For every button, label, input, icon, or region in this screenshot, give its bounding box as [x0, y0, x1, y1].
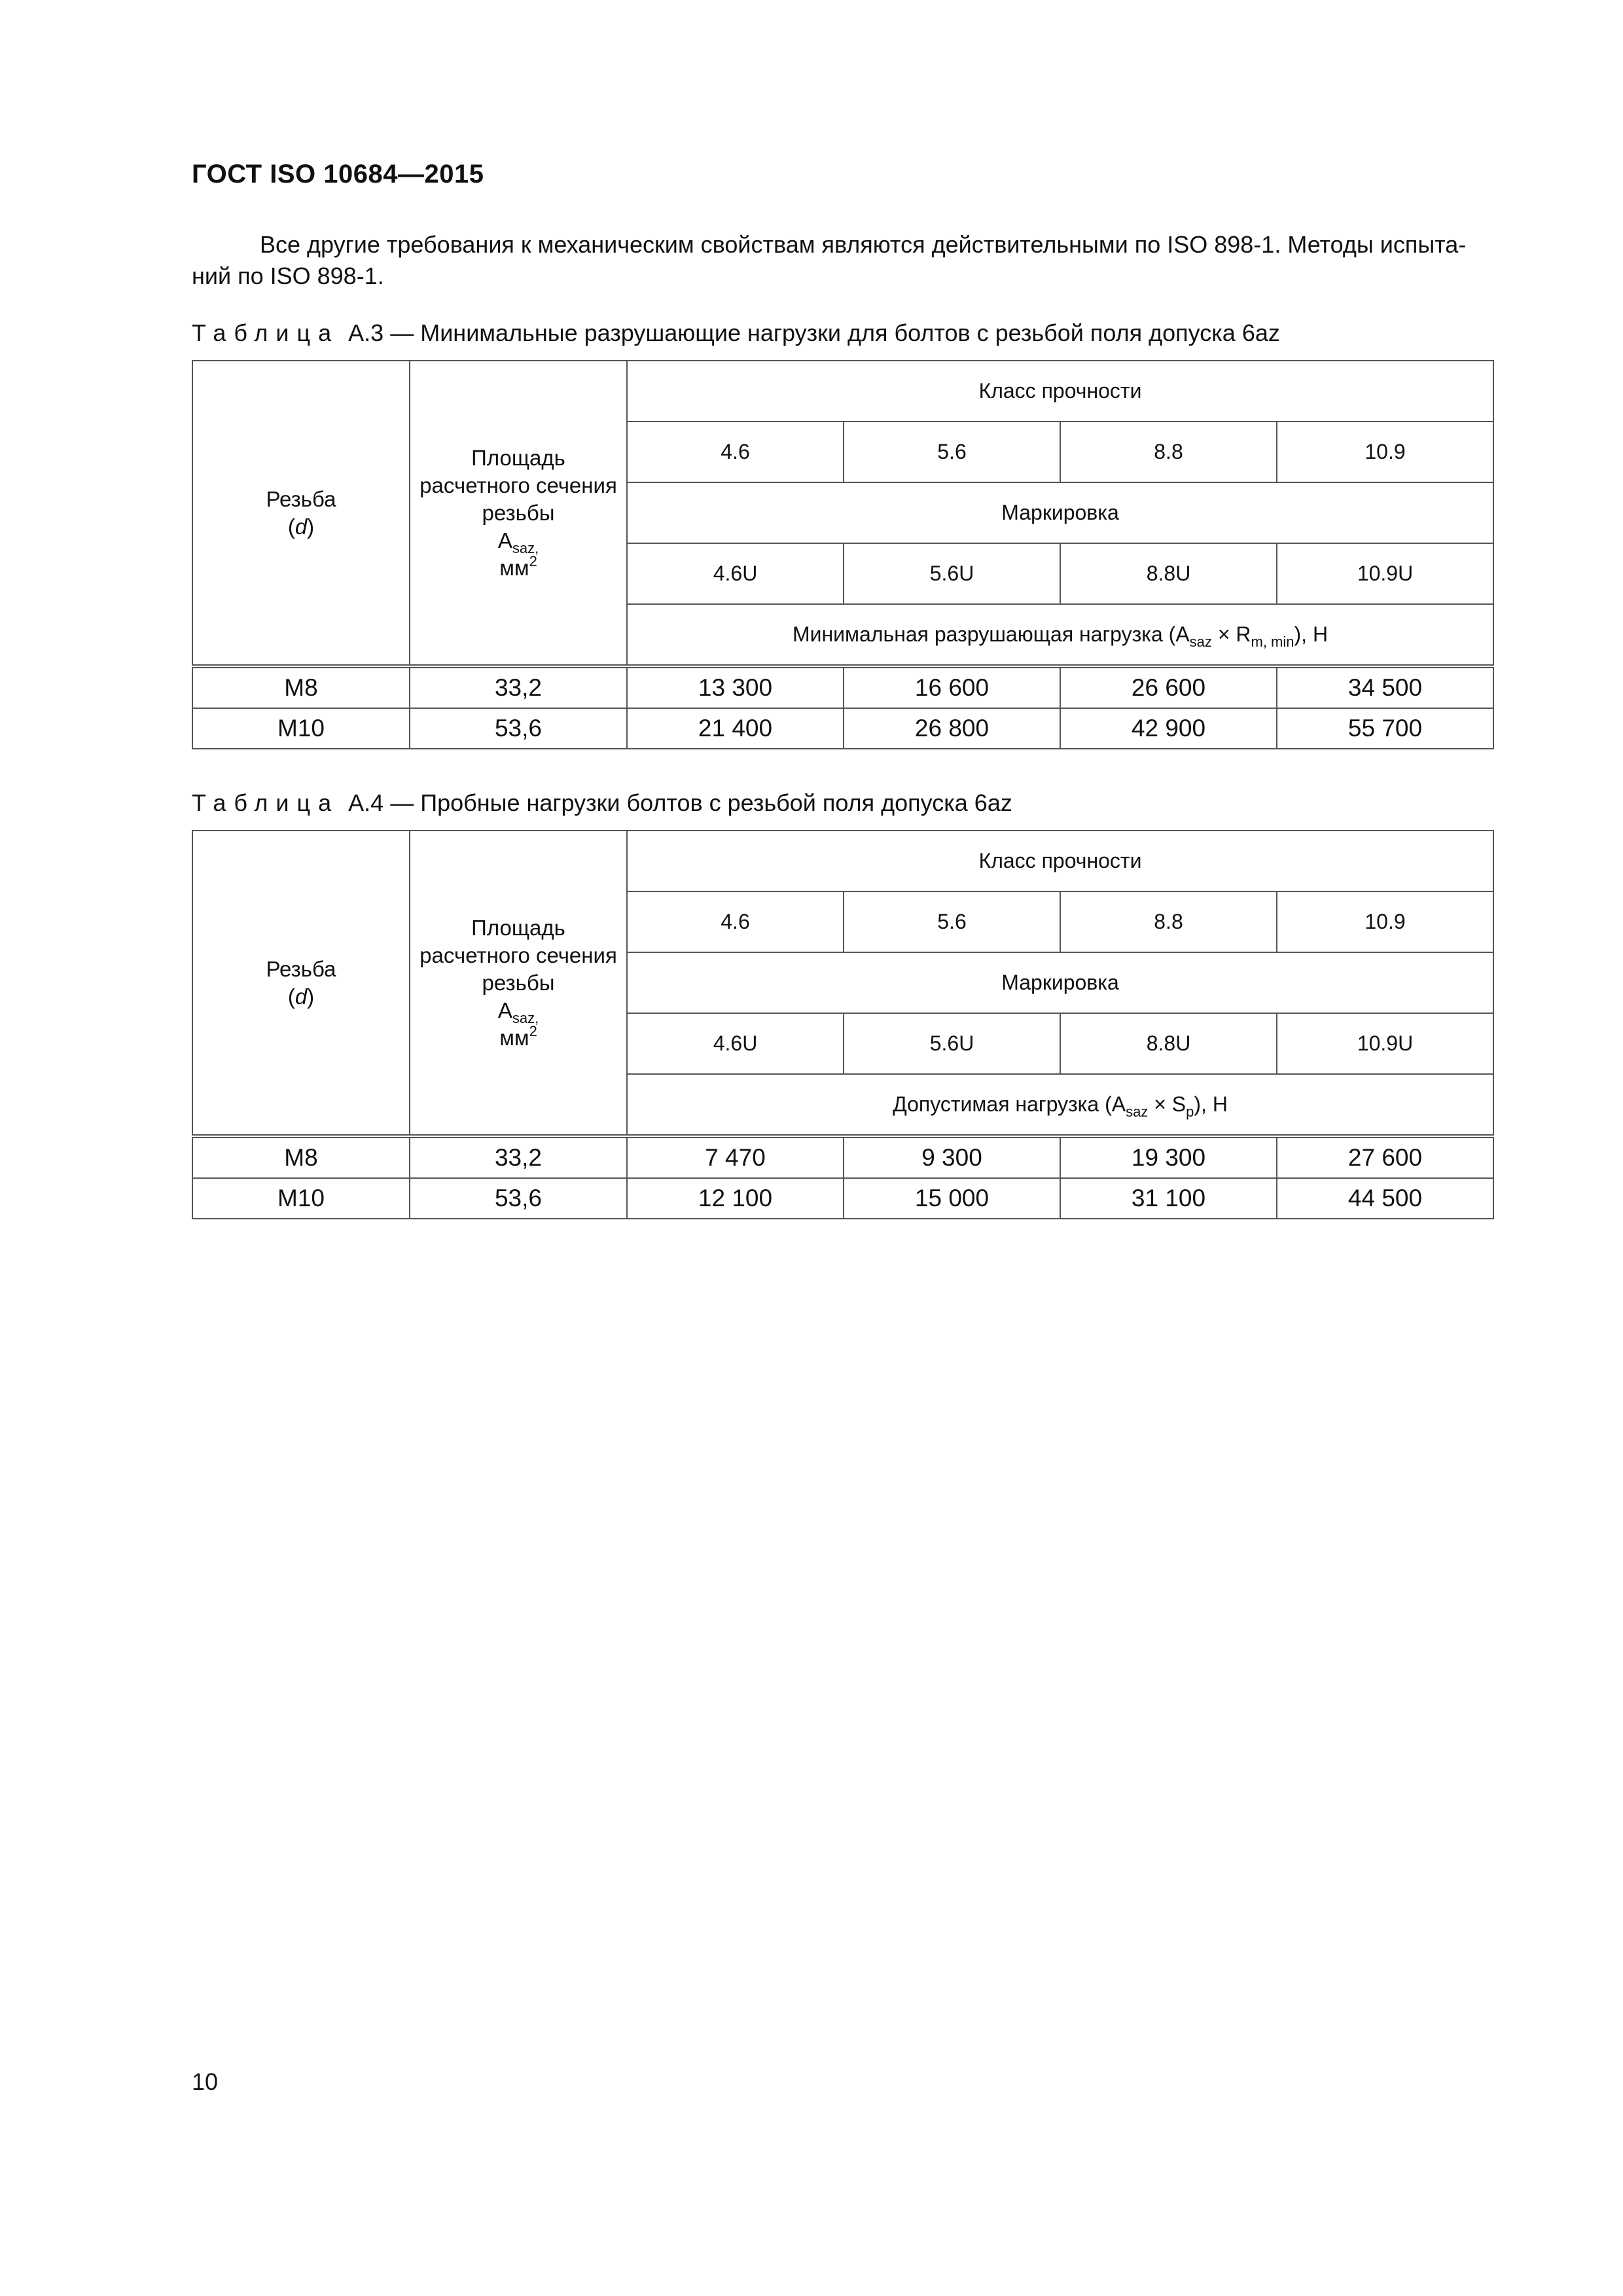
area-header [410, 831, 627, 1136]
load-header-sub1: saz [1126, 1103, 1149, 1120]
load-header-sub2: m, min [1251, 634, 1294, 650]
area-header-line3: резьбы [482, 500, 555, 525]
thread-header: Резьба (d) [192, 361, 410, 666]
thread-header-label: Резьба [266, 956, 336, 981]
strength-class-header: Класс прочности [627, 361, 1493, 422]
area-header-line2: расчетного сечения [419, 942, 617, 967]
value-cell: 42 900 [1060, 708, 1277, 749]
document-header: ГОСТ ISO 10684—2015 [192, 160, 484, 188]
area-cell: 53,6 [410, 1178, 627, 1219]
marking-cell: 4.6U [627, 1013, 844, 1074]
marking-cell: 5.6U [844, 543, 1060, 604]
area-cell: 53,6 [410, 708, 627, 749]
class-cell: 10.9 [1277, 422, 1493, 482]
value-cell: 12 100 [627, 1178, 844, 1219]
class-cell: 10.9 [1277, 891, 1493, 952]
table-a3 [192, 360, 1494, 749]
area-cell: 33,2 [410, 666, 627, 708]
thread-header: Резьба (d) [192, 831, 410, 1136]
area-unit-sup: 2 [529, 1022, 537, 1039]
area-symbol-sub: saz, [512, 1009, 539, 1026]
thread-symbol: d [294, 514, 308, 539]
value-cell: 13 300 [627, 666, 844, 708]
load-header [627, 1074, 1493, 1136]
thread-cell: M10 [192, 1178, 410, 1219]
class-cell: 8.8 [1060, 422, 1277, 482]
area-symbol-sub: saz, [512, 539, 539, 556]
load-header-sub1: saz [1189, 634, 1212, 650]
marking-cell: 8.8U [1060, 1013, 1277, 1074]
value-cell: 15 000 [844, 1178, 1060, 1219]
load-header [627, 604, 1493, 666]
intro-line-1: Все другие требования к механическим свойствам являются действительными по ISO 898-1. Методы испыта- [260, 231, 1467, 258]
table-row [192, 1178, 1493, 1219]
table-a3-caption-text: А.3 — Минимальные разрушающие нагрузки для болтов с резьбой поля допуска 6az [348, 319, 1280, 346]
marking-cell: 10.9U [1277, 543, 1493, 604]
area-unit: мм [499, 1025, 529, 1050]
table-a4-caption-label: Таблица [192, 789, 340, 816]
thread-cell: M10 [192, 708, 410, 749]
area-header-line2: расчетного сечения [419, 473, 617, 497]
load-header-suffix: ), Н [1294, 622, 1329, 646]
marking-header: Маркировка [627, 482, 1493, 543]
value-cell: 16 600 [844, 666, 1060, 708]
intro-line-2: ний по ISO 898-1. [192, 262, 384, 289]
load-header-sub2: p [1186, 1103, 1194, 1120]
area-header [410, 361, 627, 666]
load-header-prefix: Допустимая нагрузка (A [893, 1092, 1126, 1116]
table-a3-caption [192, 319, 1280, 347]
area-symbol: A [497, 997, 512, 1022]
thread-header-label: Резьба [266, 486, 336, 511]
value-cell: 26 800 [844, 708, 1060, 749]
class-cell: 4.6 [627, 422, 844, 482]
value-cell: 27 600 [1277, 1136, 1493, 1178]
table-a4-caption [192, 789, 1012, 817]
marking-cell: 8.8U [1060, 543, 1277, 604]
area-symbol: A [497, 528, 512, 552]
load-header-suffix: ), Н [1194, 1092, 1228, 1116]
area-unit-sup: 2 [529, 552, 537, 569]
load-header-middle: × R [1211, 622, 1251, 646]
table-a4-caption-text: А.4 — Пробные нагрузки болтов с резьбой поля допуска 6az [348, 789, 1012, 816]
class-cell: 8.8 [1060, 891, 1277, 952]
class-cell: 5.6 [844, 891, 1060, 952]
value-cell: 44 500 [1277, 1178, 1493, 1219]
marking-header: Маркировка [627, 952, 1493, 1013]
class-cell: 5.6 [844, 422, 1060, 482]
area-header-line3: резьбы [482, 970, 555, 995]
thread-cell: M8 [192, 666, 410, 708]
value-cell: 34 500 [1277, 666, 1493, 708]
value-cell: 55 700 [1277, 708, 1493, 749]
marking-cell: 10.9U [1277, 1013, 1493, 1074]
table-row [192, 666, 1493, 708]
value-cell: 26 600 [1060, 666, 1277, 708]
value-cell: 9 300 [844, 1136, 1060, 1178]
class-cell: 4.6 [627, 891, 844, 952]
marking-cell: 5.6U [844, 1013, 1060, 1074]
value-cell: 7 470 [627, 1136, 844, 1178]
load-header-prefix: Минимальная разрушающая нагрузка (A [792, 622, 1190, 646]
value-cell: 31 100 [1060, 1178, 1277, 1219]
area-cell: 33,2 [410, 1136, 627, 1178]
load-header-middle: × S [1148, 1092, 1186, 1116]
page-number: 10 [192, 2068, 219, 2095]
table-row [192, 708, 1493, 749]
area-unit: мм [499, 555, 529, 580]
table-a3-caption-label: Таблица [192, 319, 340, 346]
marking-cell: 4.6U [627, 543, 844, 604]
thread-symbol: d [294, 984, 308, 1009]
intro-paragraph [192, 229, 1494, 292]
value-cell: 21 400 [627, 708, 844, 749]
table-row [192, 1136, 1493, 1178]
table-a4 [192, 830, 1494, 1219]
area-header-line1: Площадь [471, 915, 565, 940]
thread-cell: M8 [192, 1136, 410, 1178]
strength-class-header: Класс прочности [627, 831, 1493, 891]
area-header-line1: Площадь [471, 445, 565, 470]
value-cell: 19 300 [1060, 1136, 1277, 1178]
